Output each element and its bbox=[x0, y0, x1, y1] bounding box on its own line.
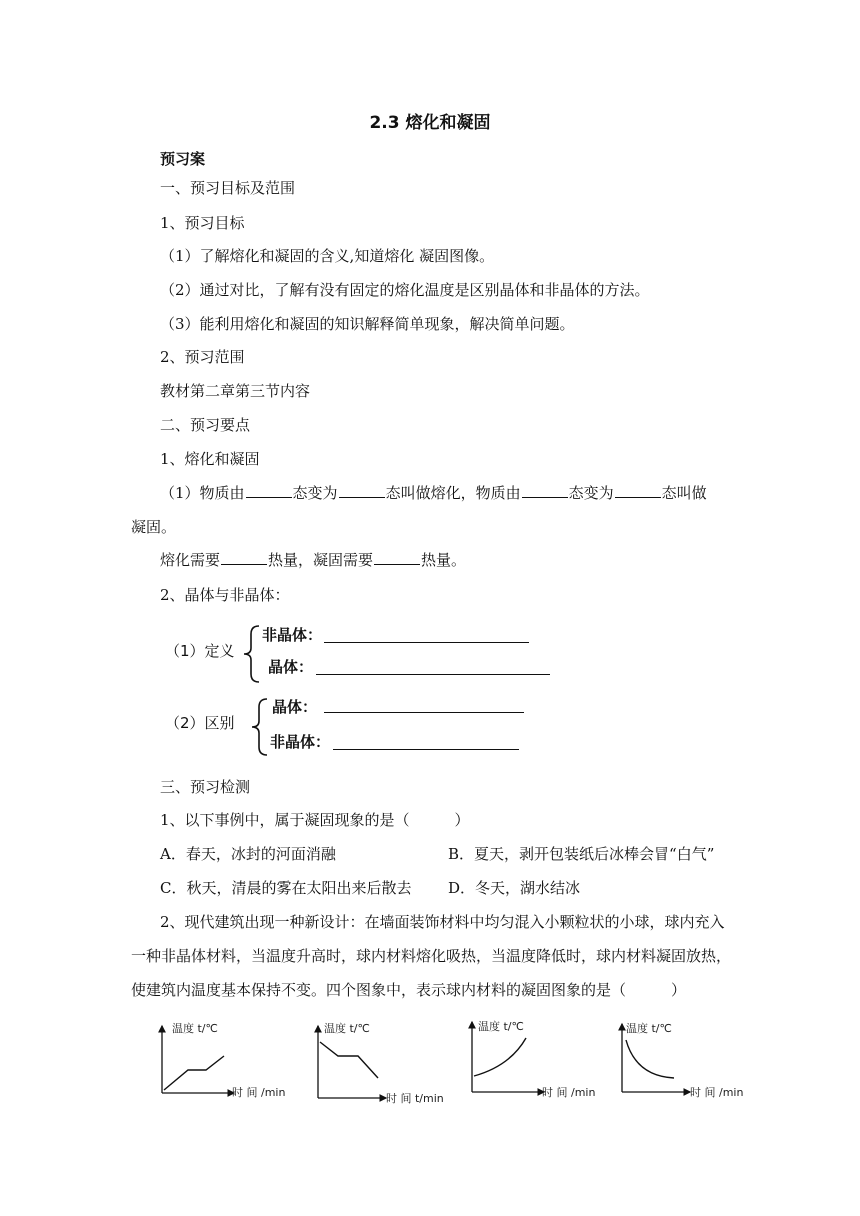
heading-key-points: 二、预习要点 bbox=[160, 416, 251, 434]
heading-crystal-noncrystal: 2、晶体与非晶体： bbox=[160, 586, 290, 604]
definition-label: （1）定义 bbox=[165, 642, 235, 660]
difference-item-crystal: 晶体： bbox=[272, 698, 318, 716]
graph-option-c[interactable]: 温度 t/℃ 时 间 /min bbox=[460, 1016, 600, 1098]
brace-icon bbox=[241, 624, 263, 684]
answer-line[interactable] bbox=[324, 642, 529, 643]
answer-blank[interactable] bbox=[339, 482, 385, 498]
brace-icon bbox=[249, 697, 271, 757]
option-b[interactable]: B．夏天，剥开包装纸后冰棒会冒“白气” bbox=[448, 845, 715, 863]
difference-label: （2）区别 bbox=[165, 714, 235, 732]
answer-blank[interactable] bbox=[522, 482, 568, 498]
answer-line[interactable] bbox=[324, 712, 524, 713]
graph-option-b[interactable]: 温度 t/℃ 时 间 t/min bbox=[306, 1020, 446, 1104]
fill-in-question-2: 熔化需要 热量，凝固需要 热量。 bbox=[160, 551, 467, 569]
heading-preview-check: 三、预习检测 bbox=[160, 778, 251, 796]
definition-item-crystal: 晶体： bbox=[268, 658, 314, 676]
question-2-line-1: 2、现代建筑出现一种新设计：在墙面装饰材料中均匀混入小颗粒状的小球，球内充入 bbox=[160, 913, 725, 931]
scope-text: 教材第二章第三节内容 bbox=[160, 382, 311, 400]
option-a[interactable]: A．春天，冰封的河面消融 bbox=[160, 845, 336, 863]
answer-blank[interactable] bbox=[221, 549, 267, 565]
curve-rising bbox=[474, 1038, 526, 1076]
curve-fall-plateau-fall bbox=[320, 1042, 378, 1078]
graph-option-a[interactable]: 温度 t/℃ 时 间 /min bbox=[150, 1020, 270, 1100]
option-d[interactable]: D．冬天，湖水结冰 bbox=[448, 879, 581, 897]
answer-line[interactable] bbox=[333, 749, 519, 750]
fill-in-question-1: （1）物质由 态变为 态叫做熔化，物质由 态变为 态叫做 bbox=[160, 484, 707, 502]
heading-melting-solidifying: 1、熔化和凝固 bbox=[160, 450, 260, 468]
page-title: 2.3 熔化和凝固 bbox=[369, 113, 491, 133]
curve-falling bbox=[626, 1040, 674, 1078]
question-2-line-3: 使建筑内温度基本保持不变。四个图象中，表示球内材料的凝固图象的是（ ） bbox=[131, 981, 687, 999]
curve-rise-plateau-rise bbox=[164, 1056, 224, 1090]
definition-item-noncrystal: 非晶体： bbox=[262, 626, 323, 644]
option-c[interactable]: C．秋天，清晨的雾在太阳出来后散去 bbox=[160, 879, 412, 897]
section-title: 预习案 bbox=[160, 150, 206, 168]
difference-item-noncrystal: 非晶体： bbox=[270, 733, 331, 751]
goal-1: （1）了解熔化和凝固的含义,知道熔化 凝固图像。 bbox=[160, 247, 495, 265]
answer-blank[interactable] bbox=[246, 482, 292, 498]
graph-option-d[interactable]: 温度 t/℃ 时 间 /min bbox=[610, 1016, 750, 1098]
heading-preview-scope: 2、预习范围 bbox=[160, 348, 245, 366]
heading-preview-goals: 1、预习目标 bbox=[160, 214, 245, 232]
fill-in-question-1-cont: 凝固。 bbox=[131, 518, 177, 536]
answer-blank[interactable] bbox=[374, 549, 420, 565]
question-1: 1、以下事例中，属于凝固现象的是（ ） bbox=[160, 811, 470, 829]
question-2-line-2: 一种非晶体材料，当温度升高时，球内材料熔化吸热，当温度降低时，球内材料凝固放热， bbox=[131, 947, 732, 965]
heading-preview-goals-scope: 一、预习目标及范围 bbox=[160, 179, 296, 197]
answer-line[interactable] bbox=[316, 674, 550, 675]
goal-2: （2）通过对比，了解有没有固定的熔化温度是区别晶体和非晶体的方法。 bbox=[160, 281, 650, 299]
goal-3: （3）能利用熔化和凝固的知识解释简单现象，解决简单问题。 bbox=[160, 315, 575, 333]
answer-blank[interactable] bbox=[615, 482, 661, 498]
